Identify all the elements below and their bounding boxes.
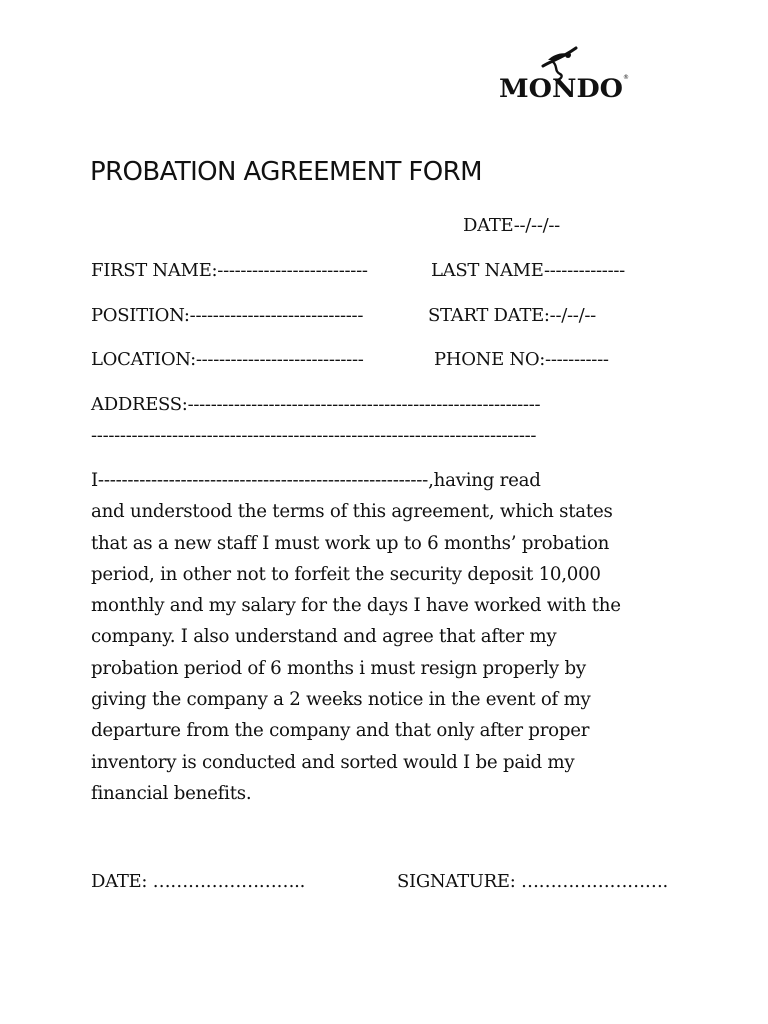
last-name-field[interactable]: LAST NAME-------------- [431, 260, 625, 281]
first-name-field[interactable]: FIRST NAME:-------------------------- [91, 260, 368, 281]
address-field-continued[interactable]: ----------------------------------------------------------------------------- [91, 425, 537, 446]
agreement-line: inventory is conducted and sorted would I be paid my [91, 751, 575, 773]
agreement-line: period, in other not to forfeit the security deposit 10,000 [91, 563, 601, 585]
svg-text:®: ® [623, 74, 629, 81]
agreement-paragraph [91, 465, 691, 809]
mondo-logo [496, 44, 629, 103]
address-field[interactable]: ADDRESS:------------------------------------------------------------- [91, 394, 541, 415]
agreement-line: and understood the terms of this agreement, which states [91, 501, 613, 523]
phone-field[interactable]: PHONE NO:----------- [434, 349, 609, 370]
form-title: PROBATION AGREEMENT FORM [90, 157, 482, 187]
signature-field[interactable]: SIGNATURE: ……………………. [397, 871, 668, 892]
agreement-line: I--------------------------------------------------------,having read [91, 470, 541, 491]
agreement-line: giving the company a 2 weeks notice in the event of my [91, 689, 591, 711]
agreement-line: monthly and my salary for the days I have worked with the [91, 595, 621, 617]
figure-mark-icon [496, 44, 629, 103]
footer-date-field[interactable]: DATE: …………………….. [91, 871, 306, 892]
agreement-line: probation period of 6 months i must resign properly by [91, 657, 586, 679]
agreement-line: that as a new staff I must work up to 6 months’ probation [91, 532, 610, 554]
agreement-line: financial benefits. [91, 782, 252, 804]
location-field[interactable]: LOCATION:----------------------------- [91, 349, 364, 370]
agreement-line: departure from the company and that only after proper [91, 720, 590, 742]
start-date-field[interactable]: START DATE:--/--/-- [428, 305, 596, 326]
brand-wordmark: MONDO [499, 74, 623, 103]
position-field[interactable]: POSITION:------------------------------ [91, 305, 364, 326]
date-field[interactable]: DATE--/--/-- [463, 215, 560, 236]
agreement-line: company. I also understand and agree that after my [91, 626, 557, 648]
